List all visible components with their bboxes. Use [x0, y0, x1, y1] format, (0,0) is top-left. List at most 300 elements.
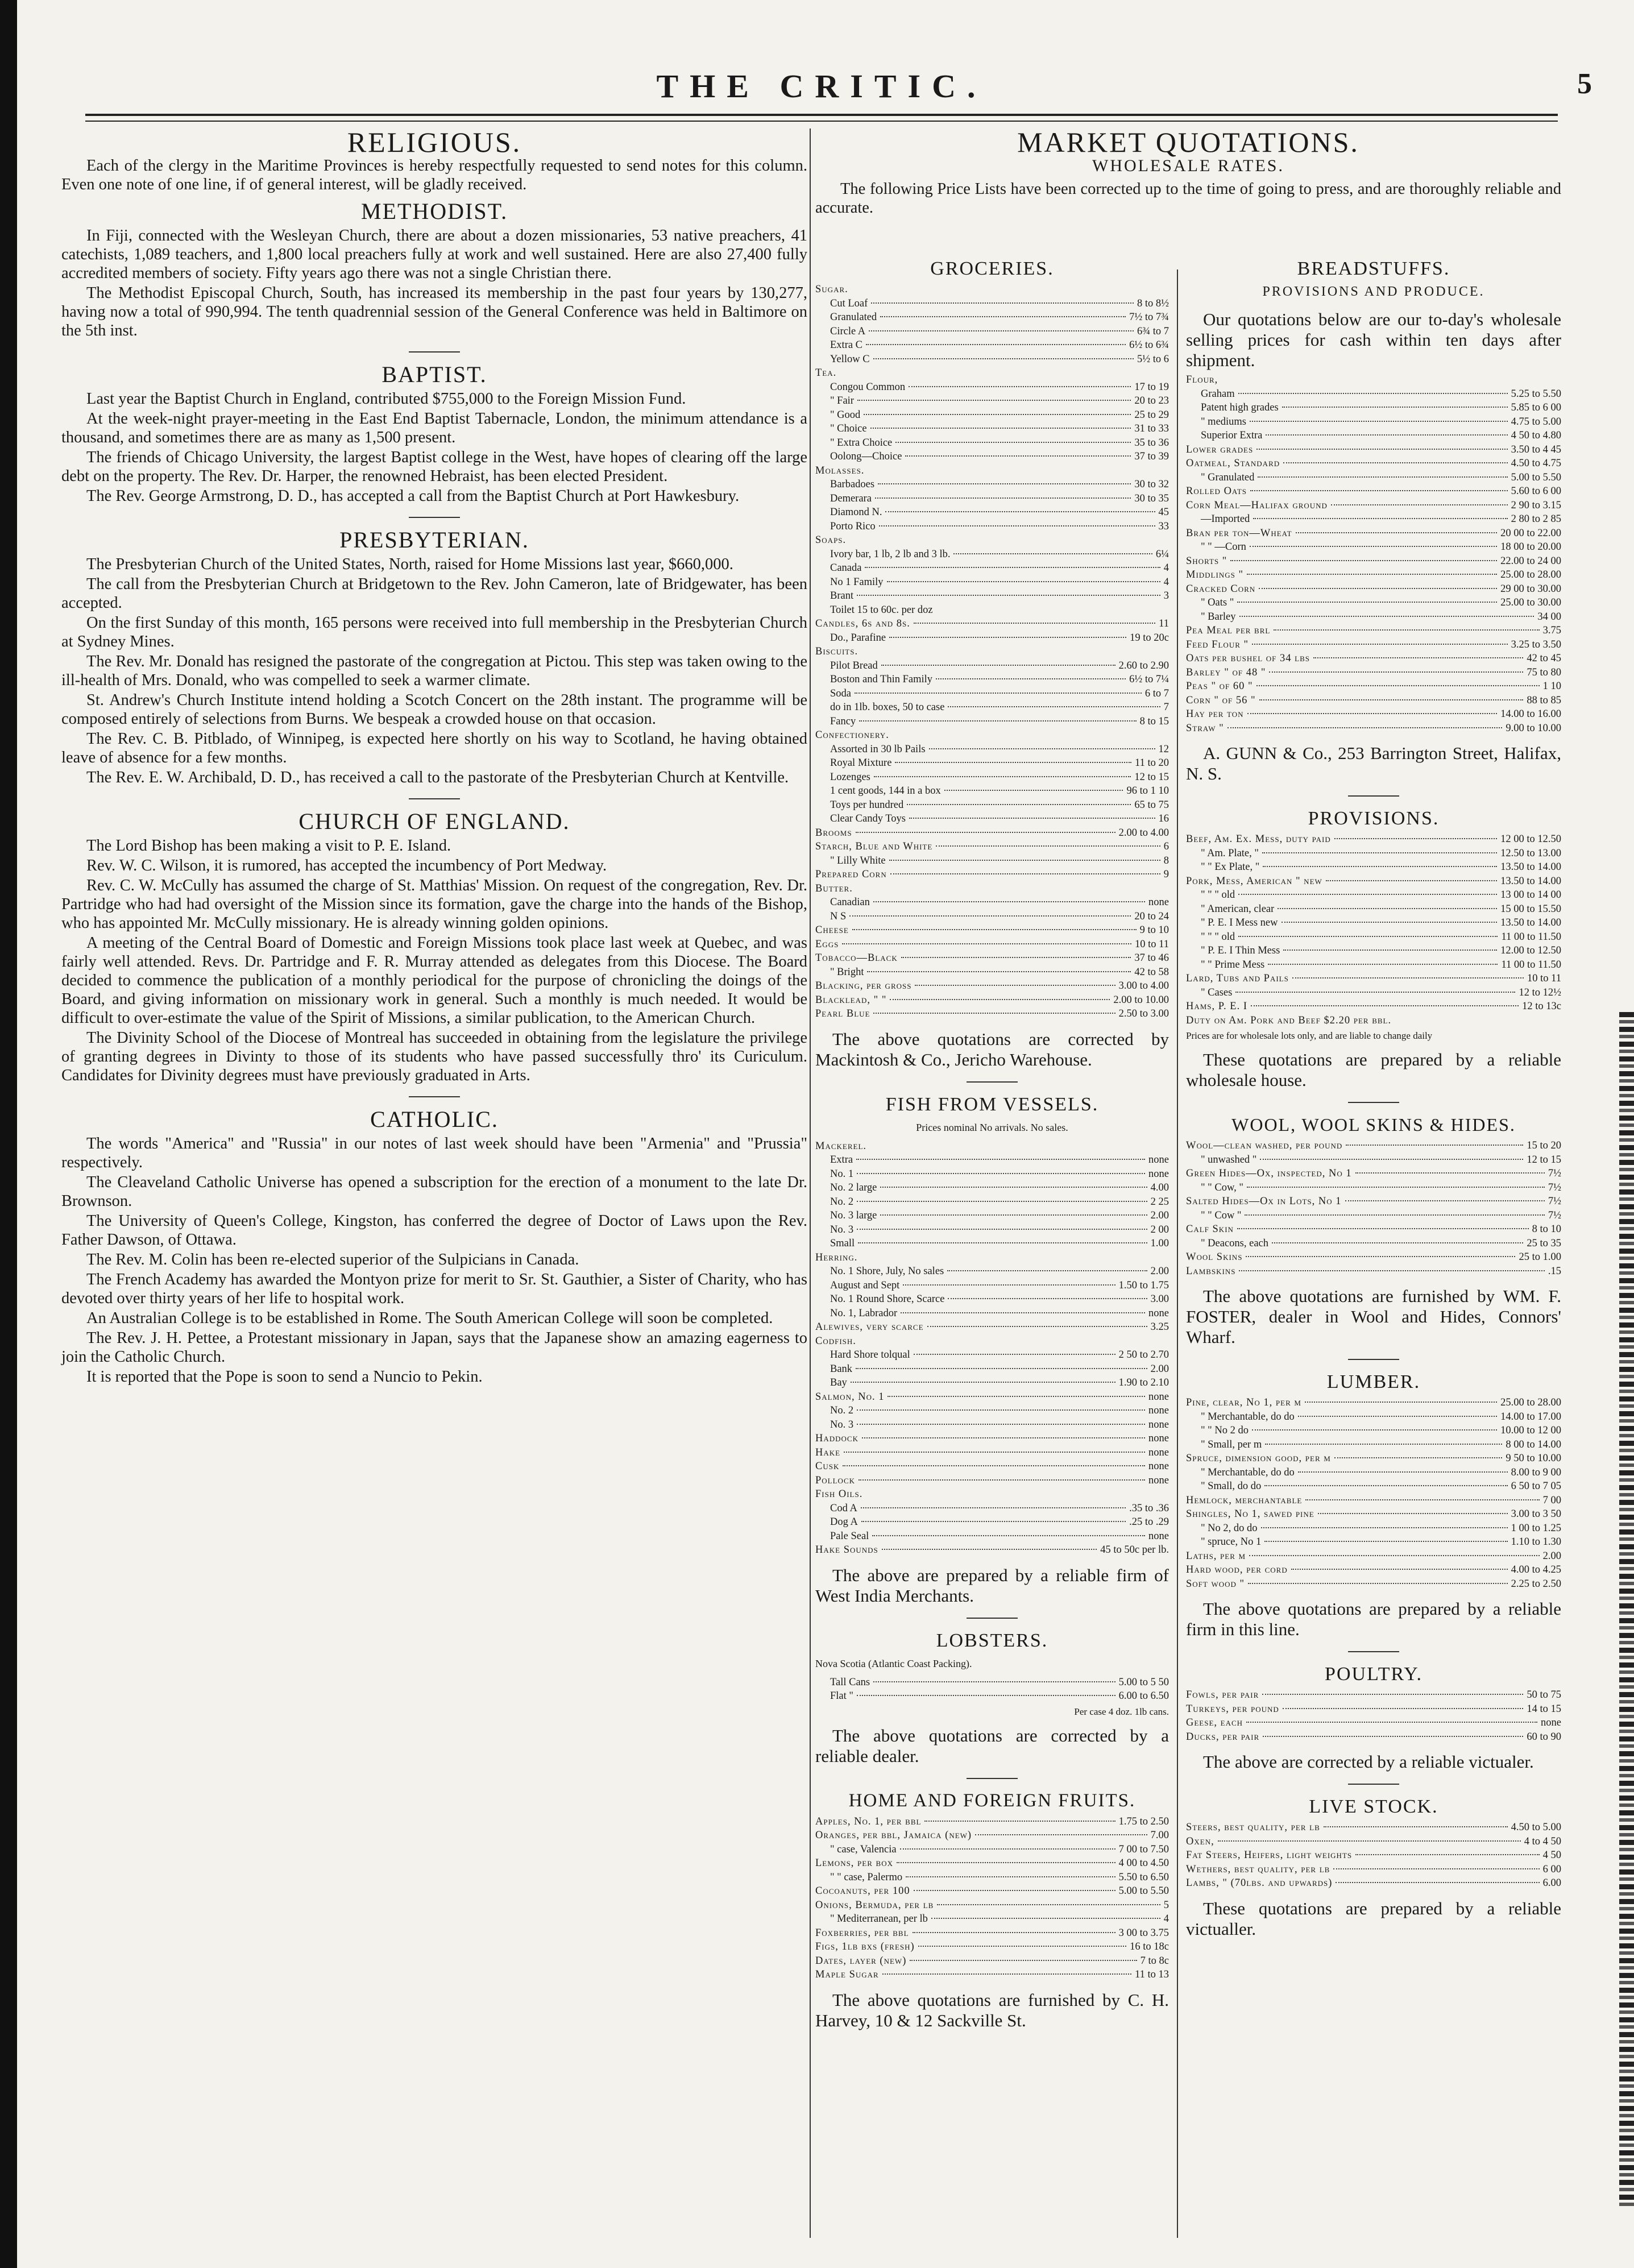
item-label: Foxberries, per bbl — [815, 1927, 909, 1939]
price-row — [815, 297, 1169, 311]
fruits-table — [815, 1815, 1169, 1982]
item-label: Assorted in 30 lb Pails — [830, 743, 926, 755]
item-price: 42 to 58 — [1134, 966, 1169, 978]
item-price: 7 to 8c — [1140, 1955, 1169, 1967]
fruits-note: The above quotations are furnished by C. H. Harvey, 10 & 12 Sackville St. — [815, 1989, 1169, 2030]
leader-dots — [857, 1173, 1145, 1174]
item-price: 13.50 to 14.00 — [1500, 875, 1561, 887]
item-label: N S — [830, 910, 847, 922]
price-row — [1186, 582, 1561, 596]
leader-dots — [1227, 727, 1503, 728]
price-row — [815, 380, 1169, 395]
wool-table — [1186, 1139, 1561, 1278]
price-row — [815, 478, 1169, 492]
price-row — [815, 548, 1169, 562]
item-price: 20 00 to 22.00 — [1500, 527, 1561, 539]
item-price: 25 to 35 — [1527, 1237, 1561, 1249]
item-price: 3.25 to 3.50 — [1511, 638, 1561, 650]
item-label: Cheese — [815, 924, 849, 936]
price-row — [1186, 888, 1561, 902]
item-price: 25 to 29 — [1134, 409, 1169, 421]
price-row — [815, 882, 1169, 896]
item-price: 25 to 1.00 — [1519, 1251, 1561, 1263]
item-price: 13.50 to 14.00 — [1500, 917, 1561, 928]
price-row — [1186, 1716, 1561, 1730]
leader-dots — [857, 595, 1160, 596]
leader-dots — [914, 1354, 1115, 1355]
item-label: 1 cent goods, 144 in a box — [830, 785, 941, 797]
item-price: 2 80 to 2 85 — [1511, 513, 1561, 525]
leader-dots — [907, 804, 1131, 805]
leader-dots — [936, 678, 1126, 679]
item-label: No. 1, Labrador — [830, 1307, 898, 1319]
leader-dots — [1334, 838, 1497, 839]
item-label: Toilet 15 to 60c. per doz — [830, 604, 933, 616]
item-label: Biscuits. — [815, 646, 859, 657]
divider — [409, 351, 460, 353]
news-item: An Australian College is to be established in Rome. The South American College will soon be completed. — [86, 1309, 773, 1327]
item-price: 75 to 80 — [1527, 666, 1561, 678]
item-price: 2.00 — [1150, 1363, 1169, 1375]
item-label: Butter. — [815, 882, 853, 894]
item-price: 4 50 — [1542, 1850, 1561, 1861]
item-label: " Small, per m — [1201, 1438, 1262, 1450]
leader-dots — [1318, 1513, 1508, 1514]
item-price: 7½ — [1548, 1168, 1561, 1179]
item-price: 5½ to 6 — [1137, 353, 1169, 365]
item-price: 37 to 46 — [1134, 952, 1169, 964]
item-price: 12.00 to 12.50 — [1500, 945, 1561, 956]
item-label: Green Hides—Ox, inspected, No 1 — [1186, 1168, 1352, 1179]
price-row — [1186, 958, 1561, 972]
divider — [967, 1081, 1018, 1083]
price-row — [815, 520, 1169, 534]
leader-dots — [914, 1890, 1115, 1891]
price-row — [1186, 1438, 1561, 1452]
page-number: 5 — [1577, 68, 1592, 100]
leader-dots — [851, 1382, 1115, 1383]
item-label: Diamond N. — [830, 507, 882, 518]
leader-dots — [903, 1284, 1115, 1286]
item-price: 2.25 to 2.50 — [1511, 1578, 1561, 1590]
item-price: 6 50 to 7 05 — [1511, 1481, 1561, 1492]
baptist-heading: BAPTIST. — [381, 362, 487, 387]
poultry-section — [1186, 1665, 1561, 1772]
item-label: Peas " of 60 " — [1186, 681, 1253, 692]
price-row — [815, 464, 1169, 478]
livestock-heading: LIVE STOCK. — [1309, 1796, 1438, 1817]
lumber-section — [1186, 1373, 1561, 1640]
leader-dots — [909, 386, 1131, 387]
item-price: 2.00 to 4.00 — [1118, 827, 1169, 839]
item-label: Soda — [830, 687, 851, 699]
item-label: Geese, each — [1186, 1717, 1243, 1728]
item-label: Cocoanuts, per 100 — [815, 1885, 910, 1897]
price-row — [815, 1390, 1169, 1404]
item-price: 12 00 to 12.50 — [1500, 834, 1561, 845]
leader-dots — [872, 1535, 1145, 1536]
scan-edge-right — [1619, 1012, 1634, 2206]
item-label: Bran per ton—Wheat — [1186, 527, 1292, 539]
item-price: 33 — [1158, 520, 1169, 532]
leader-dots — [873, 901, 1145, 902]
item-price: 6¼ — [1155, 548, 1169, 560]
item-price: 4.75 to 5.00 — [1511, 416, 1561, 428]
leader-dots — [897, 1862, 1115, 1863]
leader-dots — [1283, 462, 1507, 463]
scan-edge-left — [0, 0, 17, 2268]
lumber-table — [1186, 1396, 1561, 1591]
price-row — [815, 1307, 1169, 1321]
item-label: Feed Flour " — [1186, 638, 1249, 650]
item-price: .35 to .36 — [1129, 1502, 1169, 1514]
item-label: " Oats " — [1201, 597, 1234, 608]
leader-dots — [913, 1932, 1115, 1933]
leader-dots — [881, 665, 1115, 666]
leader-dots — [1305, 1499, 1539, 1500]
leader-dots — [1250, 546, 1497, 547]
price-row — [815, 1007, 1169, 1021]
market-header — [815, 126, 1561, 221]
item-label: Fancy — [830, 715, 856, 727]
item-price: 8 to 8½ — [1137, 297, 1169, 309]
item-label: Extra — [830, 1154, 853, 1166]
item-label: No. 1 Shore, July, No sales — [830, 1266, 944, 1277]
item-label: " " Prime Mess — [1201, 959, 1265, 971]
leader-dots — [1245, 1214, 1544, 1216]
leader-dots — [879, 525, 1155, 526]
column-rule-2 — [1177, 269, 1178, 2238]
leader-dots — [1298, 1471, 1508, 1473]
item-label: Tobacco—Black — [815, 952, 898, 964]
price-row — [815, 561, 1169, 575]
item-label: Canada — [830, 562, 862, 574]
leader-dots — [918, 1946, 1126, 1947]
leader-dots — [880, 1214, 1147, 1216]
leader-dots — [1238, 936, 1498, 937]
item-price: none — [1148, 1446, 1169, 1458]
price-row — [815, 1195, 1169, 1209]
item-price: 8 00 to 14.00 — [1506, 1438, 1561, 1450]
price-row — [815, 1348, 1169, 1362]
item-label: Pork, Mess, American " new — [1186, 875, 1322, 887]
leader-dots — [1324, 1826, 1508, 1827]
leader-dots — [936, 845, 1160, 847]
leader-dots — [1246, 1256, 1515, 1257]
price-row — [1186, 986, 1561, 1000]
item-label: " Granulated — [1201, 471, 1255, 483]
item-label: Pearl Blue — [815, 1008, 870, 1019]
leader-dots — [1282, 407, 1508, 408]
leader-dots — [880, 1187, 1147, 1188]
item-price: 30 to 32 — [1134, 479, 1169, 490]
price-row — [815, 1181, 1169, 1195]
item-label: Apples, No. 1, per bbl — [815, 1815, 922, 1827]
price-row — [815, 743, 1169, 757]
item-price: 11 00 to 11.50 — [1501, 931, 1561, 943]
price-row — [1186, 471, 1561, 485]
price-row — [815, 687, 1169, 701]
religious-sections — [61, 198, 807, 1386]
wool-section — [1186, 1116, 1561, 1347]
price-row — [815, 1404, 1169, 1418]
leader-dots — [910, 1960, 1137, 1961]
item-label: " Extra Choice — [830, 437, 893, 449]
price-row — [1186, 1237, 1561, 1251]
item-price: none — [1148, 1168, 1169, 1180]
price-row — [815, 422, 1169, 436]
price-row — [815, 603, 1169, 617]
leader-dots — [1292, 977, 1524, 978]
item-label: No 1 Family — [830, 576, 884, 588]
item-label: Onions, Bermuda, per lb — [815, 1899, 934, 1911]
item-label: Turkeys, per pound — [1186, 1703, 1279, 1715]
item-label: Corn Meal—Halifax ground — [1186, 499, 1328, 511]
price-row — [815, 1843, 1169, 1857]
price-row — [815, 1689, 1169, 1703]
item-label: Small — [830, 1238, 855, 1249]
item-label: " unwashed " — [1201, 1154, 1257, 1166]
leader-dots — [878, 483, 1131, 484]
price-row — [1186, 596, 1561, 610]
item-label: Lard, Tubs and Pails — [1186, 973, 1289, 984]
item-label: Hams, P. E. I — [1186, 1001, 1247, 1012]
price-row — [815, 1167, 1169, 1181]
lobsters-row-note: Per case 4 doz. 1lb cans. — [1074, 1706, 1169, 1717]
news-item: The Rev. George Armstrong, D. D., has accepted a call from the Baptist Church at Port Hawkesbury. — [86, 487, 740, 505]
item-price: 4 to 4 50 — [1524, 1835, 1561, 1847]
news-item: In Fiji, connected with the Wesleyan Church, there are about a dozen missionaries, 53 native preachers, 41 catechists, 1,089 teachers, and 1,800 local preachers fully at work and well sustained. Here are also 27,400 fully accredited members of society. Fifty years ago there was not a single Christian there. — [61, 227, 807, 282]
leader-dots — [900, 1848, 1115, 1850]
item-label: " Small, do do — [1201, 1481, 1262, 1492]
item-price: 50 to 75 — [1527, 1689, 1561, 1701]
item-price: 4 50 to 4.80 — [1511, 430, 1561, 441]
divider — [409, 1096, 460, 1097]
item-label: Fish Oils. — [815, 1488, 863, 1500]
item-label: Codfish. — [815, 1335, 856, 1347]
leader-dots — [1230, 560, 1497, 561]
poultry-note: The above are corrected by a reliable victualer. — [1203, 1752, 1534, 1772]
item-price: 25.00 to 28.00 — [1500, 1397, 1561, 1408]
leader-dots — [873, 1013, 1115, 1014]
item-label: Confectionery. — [815, 729, 889, 741]
item-label: Lambskins — [1186, 1265, 1236, 1277]
item-label: Yellow C — [830, 353, 870, 365]
item-price: 35 to 36 — [1134, 437, 1169, 449]
item-price: 5.00 to 5.50 — [1511, 471, 1561, 483]
news-item: The Divinity School of the Diocese of Montreal has succeeded in obtaining from the legislature the privilege of granting degrees in Divinty to those of its students who have passed successfully thro' its Curiculum. Candidates for Divinity degrees must have previously graduated in Arts. — [61, 1029, 807, 1084]
news-item: The Rev. J. H. Pettee, a Protestant missionary in Japan, says that the Japanese show an amazing eagerness to join the Catholic Church. — [61, 1329, 807, 1366]
item-label: Extra C — [830, 339, 863, 351]
leader-dots — [901, 1312, 1145, 1313]
item-label: Spruce, dimension good, per m — [1186, 1453, 1331, 1464]
price-row — [815, 1264, 1169, 1279]
news-item: Last year the Baptist Church in England, contributed $755,000 to the Foreign Mission Fund. — [86, 390, 686, 408]
item-price: 8 — [1163, 855, 1169, 866]
newspaper-title: THE CRITIC. — [656, 68, 987, 105]
price-row — [1186, 1424, 1561, 1438]
column-rule-1 — [810, 128, 811, 2238]
item-price: 2 00 — [1150, 1224, 1169, 1235]
item-price: 3.00 to 4.00 — [1118, 980, 1169, 992]
item-label: Calf Skin — [1186, 1224, 1234, 1235]
leader-dots — [1345, 1200, 1545, 1201]
leader-dots — [857, 400, 1131, 401]
price-row — [1186, 1014, 1561, 1028]
item-price: 13 00 to 14 00 — [1500, 889, 1561, 901]
item-price: 1.00 — [1150, 1238, 1169, 1249]
leader-dots — [1264, 1541, 1507, 1542]
leader-dots — [1272, 1242, 1523, 1243]
item-price: 5.00 to 5.50 — [1118, 1885, 1169, 1897]
wool-heading: WOOL, WOOL SKINS & HIDES. — [1231, 1114, 1516, 1135]
item-label: Oxen, — [1186, 1835, 1214, 1847]
price-row — [1186, 1222, 1561, 1237]
item-price: 3.25 — [1150, 1321, 1169, 1333]
item-price: 42 to 45 — [1527, 653, 1561, 664]
leader-dots — [1250, 421, 1508, 422]
price-row — [1186, 554, 1561, 569]
item-price: 1 10 — [1542, 681, 1561, 692]
provisions-table — [1186, 832, 1561, 1027]
item-label: Ducks, per pair — [1186, 1731, 1260, 1743]
price-row — [1186, 1250, 1561, 1264]
leader-dots — [1260, 1159, 1523, 1160]
market-left-tables — [815, 259, 1169, 2033]
leader-dots — [1313, 657, 1523, 658]
leader-dots — [937, 1904, 1160, 1905]
item-price: 25.00 to 30.00 — [1500, 597, 1561, 608]
leader-dots — [857, 1229, 1147, 1230]
price-row — [815, 1153, 1169, 1167]
item-price: 3 00 to 3.75 — [1118, 1927, 1169, 1939]
item-price: none — [1541, 1717, 1561, 1728]
item-label: Hard Shore tolqual — [830, 1349, 910, 1361]
item-price: 2.50 to 3.00 — [1118, 1008, 1169, 1019]
leader-dots — [895, 442, 1131, 443]
price-row — [815, 1320, 1169, 1334]
item-label: Figs, 1lb bxs (fresh) — [815, 1941, 915, 1952]
item-label: August and Sept — [830, 1279, 900, 1291]
news-item: The call from the Presbyterian Church at Bridgetown to the Rev. John Cameron, late of Bridgewater, has been accepted. — [61, 575, 807, 612]
fish-header-note: Prices nominal No arrivals. No sales. — [916, 1121, 1068, 1133]
item-price: 5 — [1163, 1899, 1169, 1911]
item-label: Hard wood, per cord — [1186, 1564, 1288, 1575]
item-price: 6 to 7 — [1144, 687, 1169, 699]
leader-dots — [1247, 574, 1497, 575]
item-label: Wool—clean washed, per pound — [1186, 1140, 1343, 1151]
lobsters-table — [815, 1676, 1169, 1703]
leader-dots — [842, 943, 1131, 944]
item-label: Pea Meal per brl — [1186, 625, 1271, 636]
leader-dots — [856, 832, 1115, 833]
price-row — [815, 798, 1169, 812]
price-row — [815, 1474, 1169, 1488]
item-price: 4 — [1163, 562, 1169, 574]
price-row — [815, 505, 1169, 520]
price-row — [815, 1871, 1169, 1885]
divider — [409, 517, 460, 518]
price-row — [1186, 902, 1561, 917]
item-price: 7½ — [1548, 1209, 1561, 1221]
leader-dots — [914, 623, 1155, 624]
item-price: 11 — [1159, 618, 1169, 629]
price-row — [815, 1487, 1169, 1502]
leader-dots — [895, 762, 1131, 763]
item-price: 65 to 75 — [1134, 799, 1169, 811]
item-label: " Bright — [830, 966, 864, 978]
leader-dots — [1252, 644, 1508, 645]
price-row — [1186, 1396, 1561, 1410]
price-row — [1186, 930, 1561, 944]
divider — [1348, 1359, 1399, 1360]
presbyterian-heading: PRESBYTERIAN. — [339, 527, 529, 553]
item-price: 11 to 13 — [1135, 1969, 1169, 1980]
price-row — [815, 1926, 1169, 1941]
item-label: Brooms — [815, 827, 852, 839]
item-label: Cracked Corn — [1186, 583, 1256, 595]
leader-dots — [1256, 685, 1540, 686]
religious-column — [61, 126, 807, 1387]
item-price: 10.00 to 12 00 — [1500, 1425, 1561, 1436]
item-price: 9 50 to 10.00 — [1506, 1453, 1561, 1464]
item-price: 10 to 11 — [1527, 973, 1561, 984]
price-row — [815, 700, 1169, 715]
item-price: 11 00 to 11.50 — [1501, 959, 1561, 971]
item-price: 7.00 — [1150, 1830, 1169, 1841]
price-row — [815, 938, 1169, 952]
catholic-heading: CATHOLIC. — [370, 1106, 499, 1132]
price-row — [1186, 972, 1561, 986]
price-row — [815, 728, 1169, 743]
price-row — [815, 1815, 1169, 1829]
item-price: .25 to .29 — [1129, 1516, 1169, 1528]
item-label: Salmon, No. 1 — [815, 1391, 885, 1403]
leader-dots — [859, 1479, 1145, 1481]
item-label: Circle A — [830, 325, 866, 337]
leader-dots — [855, 693, 1142, 694]
leader-dots — [927, 1326, 1147, 1327]
item-label: Shingles, No 1, sawed pine — [1186, 1508, 1314, 1520]
market-right-tables — [1186, 259, 1561, 1942]
price-row — [815, 1139, 1169, 1154]
price-row — [1186, 401, 1561, 415]
price-row — [1186, 1264, 1561, 1279]
item-label: " Barley — [1201, 611, 1236, 623]
item-price: none — [1148, 1433, 1169, 1444]
leader-dots — [1247, 1187, 1545, 1188]
price-row — [1186, 666, 1561, 680]
news-item: The words "America" and "Russia" in our notes of last week should have been "Armenia" and "Prussia" respectively. — [61, 1135, 807, 1171]
item-label: Patent high grades — [1201, 402, 1279, 413]
leader-dots — [1266, 434, 1507, 436]
item-label: Alewives, very scarce — [815, 1321, 924, 1333]
price-row — [1186, 638, 1561, 652]
price-row — [1186, 429, 1561, 443]
price-row — [815, 338, 1169, 353]
item-label: No. 3 — [830, 1224, 854, 1235]
lobsters-header-note: Nova Scotia (Atlantic Coast Packing). — [815, 1657, 972, 1669]
fish-table — [815, 1139, 1169, 1557]
leader-dots — [1263, 1736, 1523, 1737]
price-row — [1186, 1521, 1561, 1536]
divider — [409, 798, 460, 799]
price-row — [815, 659, 1169, 673]
price-row — [815, 1223, 1169, 1237]
item-price: 60 to 90 — [1527, 1731, 1561, 1743]
price-row — [815, 394, 1169, 408]
price-row — [815, 895, 1169, 910]
